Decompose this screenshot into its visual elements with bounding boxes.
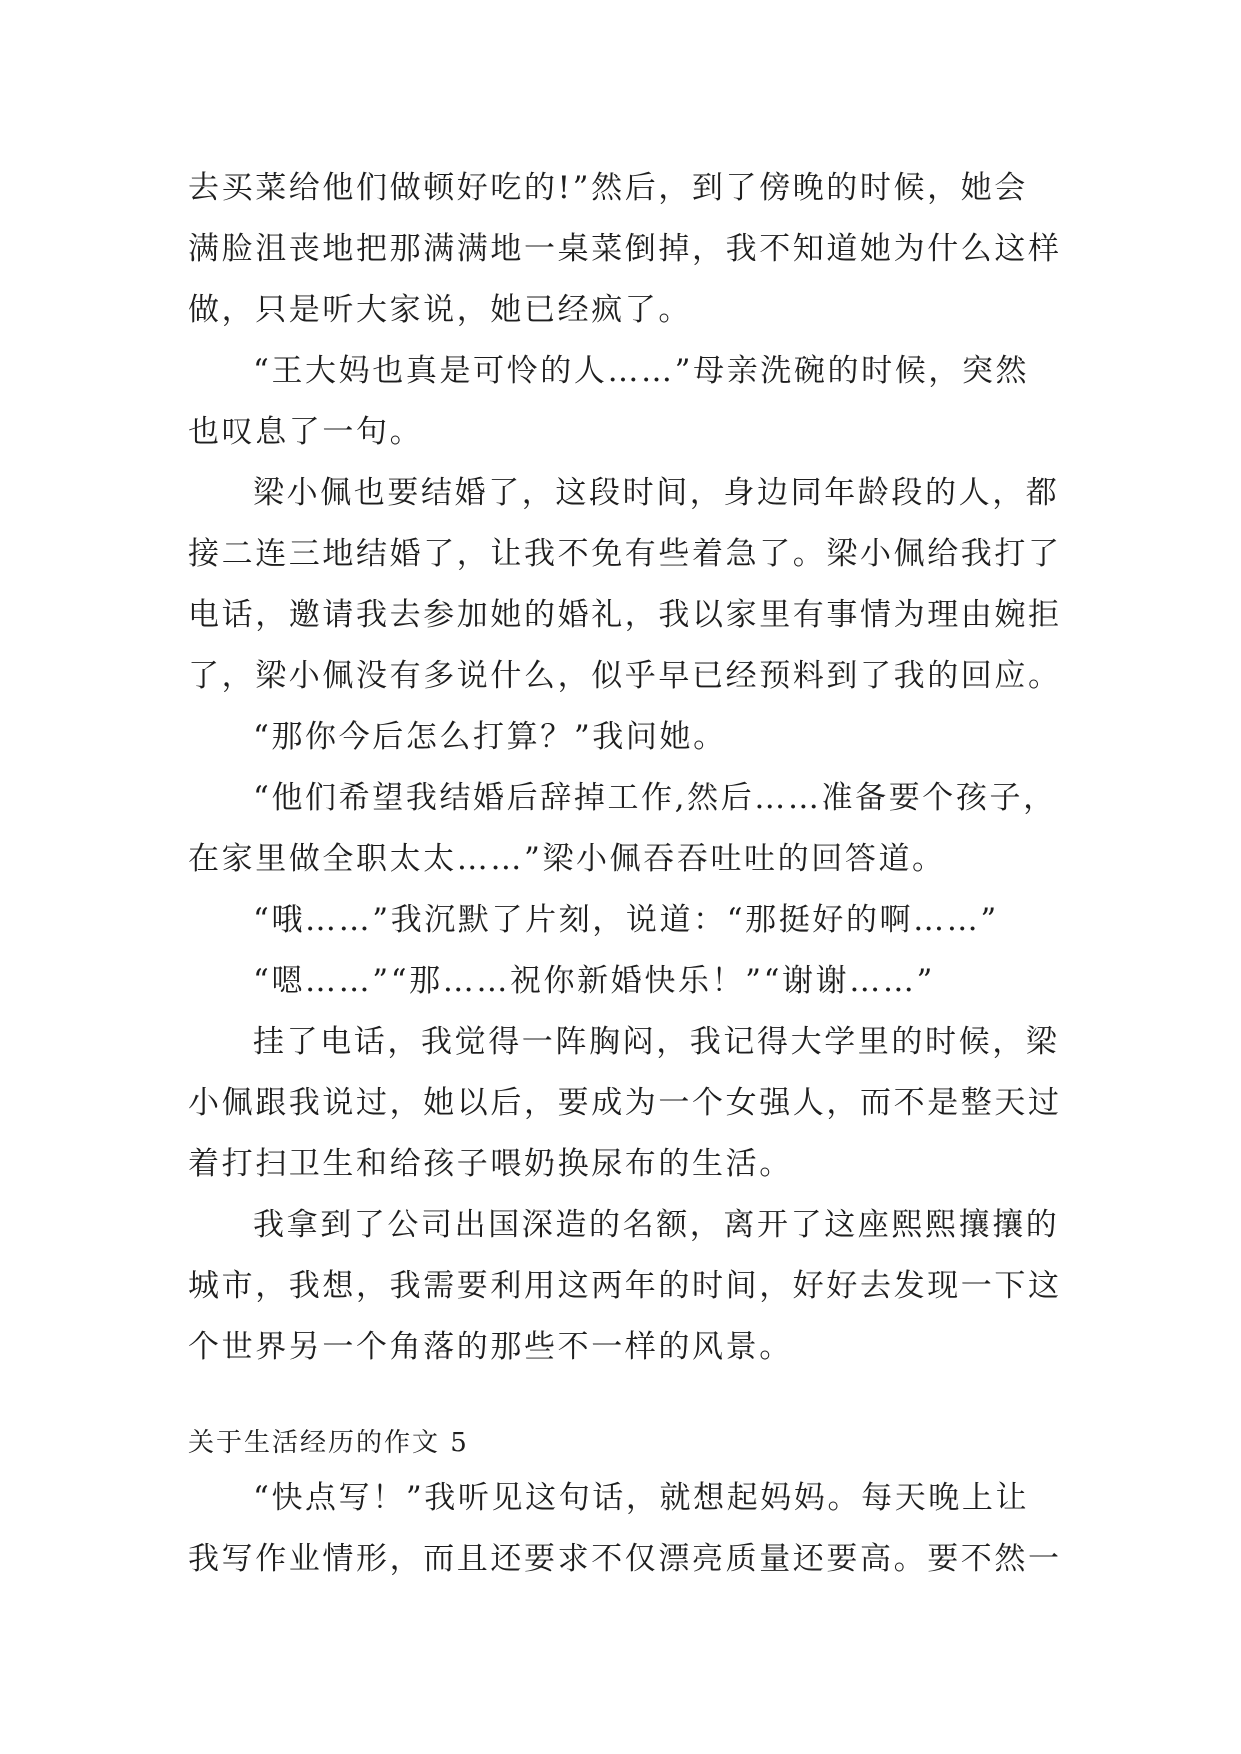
paragraph-start-line: 挂了电话，我觉得一阵胸闷，我记得大学里的时候，梁 bbox=[253, 1024, 1060, 1060]
paragraph-start-line: “他们希望我结婚后辞掉工作,然后……准备要个孩子， bbox=[253, 780, 1057, 816]
text-line: 电话，邀请我去参加她的婚礼，我以家里有事情为理由婉拒 bbox=[188, 597, 1062, 633]
text-line: 在家里做全职太太……”梁小佩吞吞吐吐的回答道。 bbox=[188, 841, 946, 877]
section-spacer bbox=[188, 1378, 1068, 1418]
paragraph-start-line: “那你今后怎么打算？”我问她。 bbox=[253, 719, 727, 755]
text-line: 接二连三地结婚了，让我不免有些着急了。梁小佩给我打了 bbox=[188, 536, 1062, 572]
text-line: 去买菜给他们做顿好吃的!”然后，到了傍晚的时候，她会 bbox=[188, 170, 1028, 206]
text-line: 也叹息了一句。 bbox=[188, 414, 424, 450]
paragraph-start-line: 我拿到了公司出国深造的名额，离开了这座熙熙攘攘的 bbox=[253, 1207, 1060, 1243]
text-line: 满脸沮丧地把那满满地一桌菜倒掉，我不知道她为什么这样 bbox=[188, 231, 1062, 267]
paragraph-start-line: “快点写！”我听见这句话，就想起妈妈。每天晚上让 bbox=[253, 1480, 1030, 1516]
text-line: 城市，我想，我需要利用这两年的时间，好好去发现一下这 bbox=[188, 1268, 1062, 1304]
paragraph-start-line: “哦……”我沉默了片刻，说道：“那挺好的啊……” bbox=[253, 902, 999, 938]
paragraph-start-line: “王大妈也真是可怜的人……”母亲洗碗的时候，突然 bbox=[253, 353, 1030, 389]
text-line: 着打扫卫生和给孩子喂奶换尿布的生活。 bbox=[188, 1146, 793, 1182]
text-line: 我写作业情形，而且还要求不仅漂亮质量还要高。要不然一 bbox=[188, 1541, 1062, 1577]
text-line: 了，梁小佩没有多说什么，似乎早已经预料到了我的回应。 bbox=[188, 658, 1062, 694]
text-line: 个世界另一个角落的那些不一样的风景。 bbox=[188, 1329, 793, 1365]
text-line: 做，只是听大家说，她已经疯了。 bbox=[188, 292, 692, 328]
paragraph-start-line: 梁小佩也要结婚了，这段时间，身边同年龄段的人，都 bbox=[253, 475, 1060, 511]
text-line: 小佩跟我说过，她以后，要成为一个女强人，而不是整天过 bbox=[188, 1085, 1062, 1121]
section-heading: 关于生活经历的作文 5 bbox=[188, 1428, 469, 1458]
essay-body bbox=[188, 158, 1068, 1590]
paragraph-start-line: “嗯……”“那……祝你新婚快乐！”“谢谢……” bbox=[253, 963, 935, 999]
